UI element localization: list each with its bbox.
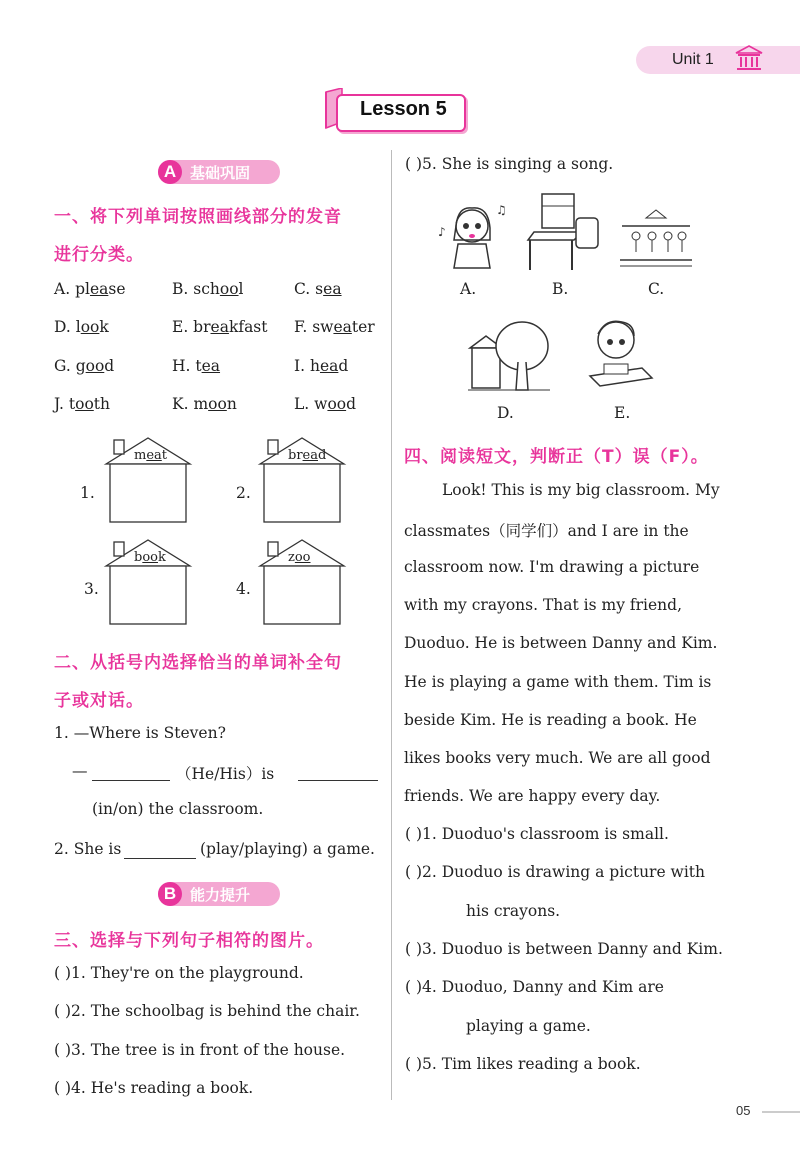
q3-item-1: ( )1. They're on the playground. bbox=[54, 964, 304, 982]
section-b-label: 能力提升 bbox=[190, 886, 251, 904]
page-number-rule bbox=[762, 1111, 800, 1113]
q1-option-i: I. head bbox=[294, 357, 349, 375]
q1-option-a: A. please bbox=[54, 280, 126, 298]
q1-option-underlined-part: ea bbox=[210, 318, 229, 336]
temple-icon bbox=[734, 44, 764, 76]
q1-option-c: C. sea bbox=[294, 280, 342, 298]
q1-option-letter: H. bbox=[172, 357, 196, 375]
q2-item1-answer-pre: — bbox=[72, 762, 88, 780]
q1-option-g: G. good bbox=[54, 357, 115, 375]
passage-line: Look! This is my big classroom. My bbox=[442, 481, 720, 499]
passage-line: classroom now. I'm drawing a picture bbox=[404, 557, 700, 576]
q2-item1-blank1[interactable] bbox=[92, 766, 170, 781]
picture-e-boy-reading bbox=[582, 314, 658, 398]
q3-item-2: ( )2. The schoolbag is behind the chair. bbox=[54, 1002, 360, 1020]
page-number: 05 bbox=[736, 1103, 751, 1118]
svg-text:♪: ♪ bbox=[438, 225, 446, 239]
q1-title-line2: 进行分类。 bbox=[54, 245, 144, 265]
q1-option-letter: K. bbox=[172, 395, 194, 413]
house-word-3: book bbox=[134, 550, 166, 565]
q1-option-underlined-part: oo bbox=[85, 357, 105, 375]
section-a-letter: A bbox=[158, 160, 182, 184]
q1-option-h: H. tea bbox=[172, 357, 221, 375]
q1-option-letter: D. bbox=[54, 318, 76, 336]
picture-label-b: B. bbox=[552, 280, 569, 298]
q1-title-line1: 一、将下列单词按照画线部分的发音 bbox=[54, 207, 342, 227]
q2-item2-blank[interactable] bbox=[124, 844, 196, 859]
q2-item1-blank2[interactable] bbox=[298, 766, 378, 781]
q1-option-underlined-part: ea bbox=[201, 357, 221, 375]
q2-item2-pre: 2. She is bbox=[54, 840, 122, 858]
q4-item-4-cont: playing a game. bbox=[466, 1017, 591, 1035]
q2-title-line2: 子或对话。 bbox=[54, 691, 144, 711]
q1-option-letter: E. bbox=[172, 318, 194, 336]
passage-line: He is playing a game with them. Tim is bbox=[404, 672, 712, 691]
house-number-4: 4. bbox=[236, 580, 251, 598]
q1-option-k: K. moon bbox=[172, 395, 237, 413]
picture-d-tree-house bbox=[466, 318, 552, 398]
q3-item-4: ( )4. He's reading a book. bbox=[54, 1079, 254, 1097]
q1-option-letter: B. bbox=[172, 280, 194, 298]
q1-option-letter: I. bbox=[294, 357, 310, 375]
picture-c-playground bbox=[618, 204, 694, 278]
house-number-2: 2. bbox=[236, 484, 251, 502]
q1-option-underlined-part: oo bbox=[219, 280, 239, 298]
q1-option-e: E. breakfast bbox=[172, 318, 268, 336]
q1-option-b: B. school bbox=[172, 280, 244, 298]
section-a-label: 基础巩固 bbox=[190, 164, 251, 182]
q1-option-letter: J. bbox=[54, 395, 69, 413]
q4-item-5: ( )5. Tim likes reading a book. bbox=[405, 1055, 641, 1073]
column-divider bbox=[391, 150, 392, 1100]
q1-option-letter: A. bbox=[54, 280, 76, 298]
q2-item1-answer-mid: （He/His）is bbox=[176, 765, 275, 783]
q3-title: 三、选择与下列句子相符的图片。 bbox=[54, 931, 324, 951]
q2-title-line1: 二、从括号内选择恰当的单词补全句 bbox=[54, 653, 342, 673]
q1-option-underlined-part: ea bbox=[89, 280, 109, 298]
q4-item-2: ( )2. Duoduo is drawing a picture with bbox=[405, 863, 705, 881]
q1-option-l: L. wood bbox=[294, 395, 357, 413]
q1-option-j: J. tooth bbox=[54, 395, 110, 413]
passage-line: beside Kim. He is reading a book. He bbox=[404, 710, 697, 729]
q1-option-underlined-part: oo bbox=[327, 395, 347, 413]
unit-label: Unit 1 bbox=[672, 51, 714, 68]
q3-item-5: ( )5. She is singing a song. bbox=[405, 155, 614, 173]
picture-label-d: D. bbox=[497, 404, 514, 422]
q3-item-3: ( )3. The tree is in front of the house. bbox=[54, 1041, 346, 1059]
q4-item-3: ( )3. Duoduo is between Danny and Kim. bbox=[405, 940, 723, 958]
house-word-4: zoo bbox=[288, 550, 311, 565]
q1-option-d: D. look bbox=[54, 318, 109, 336]
house-number-3: 3. bbox=[84, 580, 99, 598]
q2-item2-post: (play/playing) a game. bbox=[200, 840, 375, 858]
picture-label-c: C. bbox=[648, 280, 665, 298]
q4-item-4: ( )4. Duoduo, Danny and Kim are bbox=[405, 978, 664, 996]
passage-line: Duoduo. He is between Danny and Kim. bbox=[404, 634, 718, 653]
passage-line: likes books very much. We are all good bbox=[404, 749, 711, 768]
picture-a-singing-girl bbox=[436, 196, 516, 280]
house-word-2: bread bbox=[288, 448, 327, 463]
q1-option-letter: F. bbox=[294, 318, 313, 336]
q1-option-letter: G. bbox=[54, 357, 76, 375]
q1-option-underlined-part: oo bbox=[75, 395, 94, 413]
lesson-title: Lesson 5 bbox=[360, 98, 447, 120]
q4-title: 四、阅读短文，判断正（T）误（F）。 bbox=[404, 447, 709, 467]
section-b-letter: B bbox=[158, 882, 182, 906]
q1-option-underlined-part: oo bbox=[80, 318, 100, 336]
passage-line: classmates（同学们）and I are in the bbox=[404, 522, 689, 541]
q1-option-letter: C. bbox=[294, 280, 316, 298]
q1-option-underlined-part: ea bbox=[323, 280, 342, 298]
q1-option-underlined-part: ea bbox=[319, 357, 339, 375]
q1-option-underlined-part: ea bbox=[333, 318, 352, 336]
picture-label-a: A. bbox=[460, 280, 477, 298]
house-number-1: 1. bbox=[80, 484, 95, 502]
q2-item1-answer-end: (in/on) the classroom. bbox=[92, 800, 264, 818]
passage-line: with my crayons. That is my friend, bbox=[404, 595, 683, 614]
q2-item1-question: 1. —Where is Steven? bbox=[54, 724, 226, 742]
q1-option-letter: L. bbox=[294, 395, 315, 413]
picture-label-e: E. bbox=[614, 404, 631, 422]
q4-item-2-cont: his crayons. bbox=[466, 902, 561, 920]
q1-option-underlined-part: oo bbox=[208, 395, 227, 413]
passage-line: friends. We are happy every day. bbox=[404, 787, 661, 806]
unit-tab bbox=[636, 46, 800, 74]
picture-b-chair-schoolbag bbox=[524, 192, 604, 278]
q1-option-f: F. sweater bbox=[294, 318, 375, 336]
q4-item-1: ( )1. Duoduo's classroom is small. bbox=[405, 825, 669, 843]
svg-text:♫: ♫ bbox=[496, 203, 507, 217]
house-word-1: meat bbox=[134, 448, 168, 463]
